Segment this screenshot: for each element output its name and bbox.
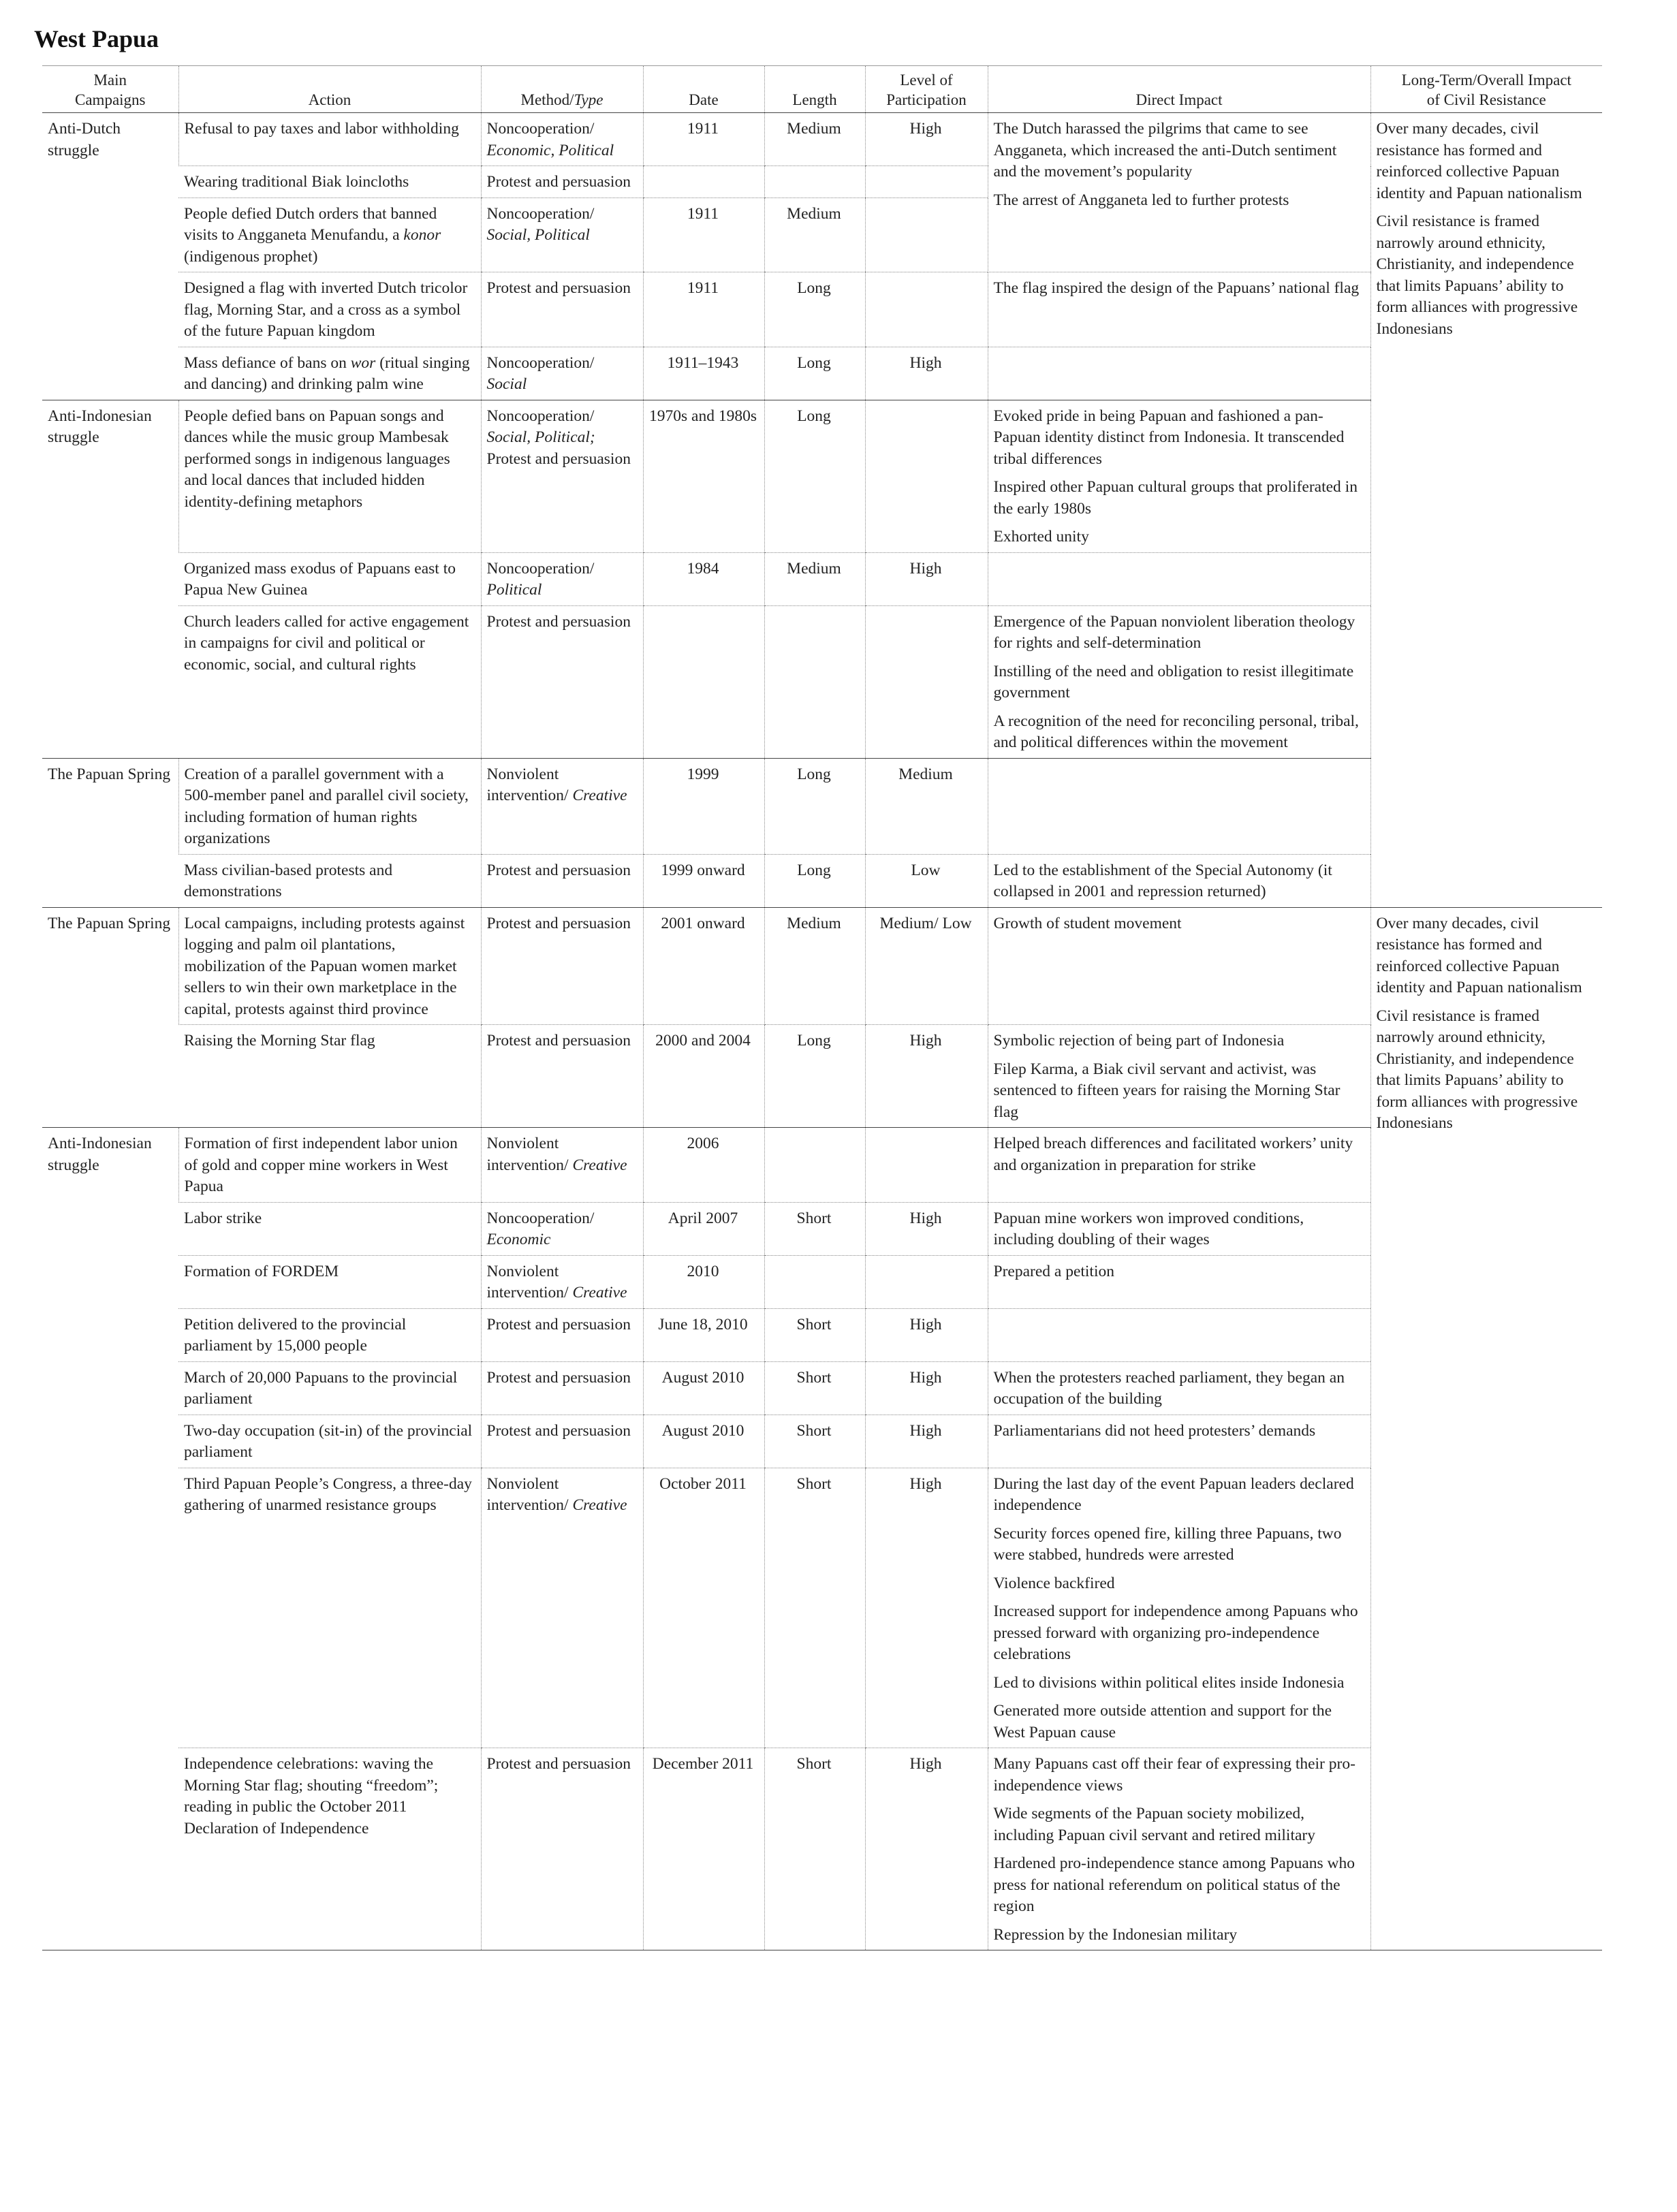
date-text: June 18, 2010 bbox=[658, 1315, 748, 1333]
method-text: Protest and persuasion bbox=[486, 279, 631, 297]
cell-campaign bbox=[42, 907, 178, 1128]
impact-item: Increased support for independence among Papuans who pressed forward with organizing pro-independence celebrations bbox=[993, 1602, 1358, 1663]
method-text: Protest and persuasion bbox=[486, 1421, 631, 1440]
impact-item: Hardened pro-independence stance among Papuans who press for national referendum on political status of the region bbox=[993, 1854, 1355, 1915]
cell-method bbox=[481, 552, 643, 605]
cell-date bbox=[643, 272, 764, 347]
table-row bbox=[42, 347, 1602, 400]
method-text: Protest and persuasion bbox=[486, 1755, 631, 1773]
method-text: Nonviolent intervention/ bbox=[486, 765, 569, 804]
cell-length bbox=[764, 605, 865, 758]
cell-length bbox=[764, 400, 865, 552]
date-text: 2001 onward bbox=[661, 914, 745, 932]
action-text: Church leaders called for active engagement in campaigns for civil and political or economic, social, and cultural rights bbox=[184, 612, 469, 674]
cell-campaign bbox=[42, 758, 178, 907]
cell-campaign bbox=[42, 400, 178, 758]
method-text: Protest and persuasion bbox=[486, 1368, 631, 1387]
cell-direct-impact bbox=[988, 907, 1370, 1025]
length-text: Long bbox=[797, 353, 831, 372]
method-type: Creative bbox=[572, 1156, 627, 1174]
method-type: Economic bbox=[486, 1231, 551, 1248]
cell-method bbox=[481, 400, 643, 552]
cell-method bbox=[481, 272, 643, 347]
cell-participation bbox=[865, 1415, 988, 1468]
cell-direct-impact bbox=[988, 1025, 1370, 1128]
method-text: Protest and persuasion bbox=[486, 173, 631, 191]
cell-campaign bbox=[42, 1128, 178, 1950]
cell-participation bbox=[865, 854, 988, 907]
impact-item: Evoked pride in being Papuan and fashioned a pan-Papuan identity distinct from Indonesia. It transcended tribal differences bbox=[993, 407, 1345, 468]
impact-item: Led to divisions within political elites inside Indonesia bbox=[993, 1673, 1345, 1692]
cell-date bbox=[643, 1308, 764, 1361]
cell-action bbox=[178, 1128, 481, 1203]
cell-long-term-impact bbox=[1370, 113, 1602, 908]
participation-text: Medium bbox=[898, 765, 953, 783]
impact-item: Wide segments of the Papuan society mobilized, including Papuan civil servant and retired military bbox=[993, 1805, 1315, 1844]
long-term-item: Civil resistance is framed narrowly around ethnicity, Christianity, and independence that limits Papuans’ ability to form alliances with progressive Indonesians bbox=[1376, 212, 1578, 338]
action-text: Third Papuan People’s Congress, a three-day gathering of unarmed resistance groups bbox=[184, 1474, 472, 1514]
length-text: Short bbox=[796, 1315, 832, 1333]
length-text: Medium bbox=[787, 204, 841, 223]
action-text: Labor strike bbox=[184, 1209, 262, 1227]
impact-item: Repression by the Indonesian military bbox=[993, 1925, 1238, 1944]
table-row bbox=[42, 1361, 1602, 1415]
action-text: Independence celebrations: waving the Morning Star flag; shouting “freedom”; reading in public the October 2011 Declaration of Independence bbox=[184, 1755, 439, 1837]
cell-date bbox=[643, 198, 764, 272]
cell-participation bbox=[865, 1308, 988, 1361]
cell-method bbox=[481, 605, 643, 758]
date-text: 1911 bbox=[687, 120, 719, 138]
date-text: 1911 bbox=[687, 204, 719, 223]
cell-date bbox=[643, 907, 764, 1025]
cell-method bbox=[481, 1202, 643, 1255]
cell-participation bbox=[865, 198, 988, 272]
cell-action bbox=[178, 1415, 481, 1468]
cell-action bbox=[178, 1748, 481, 1950]
cell-action bbox=[178, 758, 481, 854]
participation-text: High bbox=[909, 1209, 942, 1227]
cell-date bbox=[643, 1361, 764, 1415]
table-row bbox=[42, 1202, 1602, 1255]
length-text: Short bbox=[796, 1209, 832, 1227]
cell-method bbox=[481, 758, 643, 854]
table-row bbox=[42, 605, 1602, 758]
table-row bbox=[42, 1308, 1602, 1361]
cell-method bbox=[481, 1025, 643, 1128]
impact-item: Many Papuans cast off their fear of expressing their pro-independence views bbox=[993, 1755, 1355, 1795]
cell-length bbox=[764, 198, 865, 272]
campaign-name: The Papuan Spring bbox=[48, 914, 171, 932]
method-text: Noncooperation/ bbox=[486, 1209, 595, 1227]
date-text: August 2010 bbox=[661, 1368, 745, 1387]
date-text: August 2010 bbox=[661, 1421, 745, 1440]
participation-text: High bbox=[909, 353, 942, 372]
length-text: Short bbox=[796, 1474, 832, 1493]
impact-item: A recognition of the need for reconciling personal, tribal, and political differences within the movement bbox=[993, 712, 1359, 751]
cell-action bbox=[178, 854, 481, 907]
method-text: Protest and persuasion bbox=[486, 1032, 631, 1049]
participation-text: Medium/ Low bbox=[879, 914, 972, 932]
date-text: 1911–1943 bbox=[667, 353, 739, 372]
length-text: Long bbox=[797, 407, 831, 425]
date-text: December 2011 bbox=[652, 1755, 754, 1773]
table-row bbox=[42, 758, 1602, 854]
cell-length bbox=[764, 758, 865, 854]
resistance-table bbox=[42, 65, 1602, 1950]
impact-item: Instilling of the need and obligation to resist illegitimate government bbox=[993, 662, 1354, 701]
cell-participation bbox=[865, 1468, 988, 1748]
cell-method bbox=[481, 113, 643, 166]
cell-participation bbox=[865, 1361, 988, 1415]
impact-item: Emergence of the Papuan nonviolent liberation theology for rights and self-determination bbox=[993, 612, 1355, 652]
cell-long-term-impact bbox=[1370, 907, 1602, 1950]
cell-participation bbox=[865, 1255, 988, 1308]
cell-action bbox=[178, 1025, 481, 1128]
cell-action bbox=[178, 1308, 481, 1361]
cell-method bbox=[481, 347, 643, 400]
cell-date bbox=[643, 1202, 764, 1255]
table-row bbox=[42, 113, 1602, 166]
action-text: Organized mass exodus of Papuans east to Papua New Guinea bbox=[184, 559, 456, 599]
date-text: 2010 bbox=[687, 1262, 719, 1280]
cell-participation bbox=[865, 1128, 988, 1203]
action-text: Raising the Morning Star flag bbox=[184, 1032, 375, 1049]
date-text: 1999 onward bbox=[661, 861, 745, 879]
method-type: Social, Political bbox=[486, 226, 590, 244]
participation-text: High bbox=[909, 1421, 942, 1440]
cell-direct-impact bbox=[988, 1748, 1370, 1950]
cell-method bbox=[481, 1255, 643, 1308]
date-text: April 2007 bbox=[668, 1209, 738, 1227]
impact-item: Violence backfired bbox=[993, 1574, 1115, 1592]
impact-item: Filep Karma, a Biak civil servant and activist, was sentenced to fifteen years for raising the Morning Star flag bbox=[993, 1060, 1341, 1121]
cell-method bbox=[481, 198, 643, 272]
date-text: 1970s and 1980s bbox=[649, 407, 757, 425]
length-text: Long bbox=[797, 279, 831, 297]
method-text: Nonviolent intervention/ bbox=[486, 1135, 569, 1174]
cell-action bbox=[178, 166, 481, 198]
action-text: Designed a flag with inverted Dutch tricolor flag, Morning Star, and a cross as a symbol of the future Papuan kingdom bbox=[184, 279, 468, 340]
length-text: Short bbox=[796, 1755, 832, 1773]
long-term-item: Over many decades, civil resistance has formed and reinforced collective Papuan identity and Papuan nationalism bbox=[1376, 120, 1582, 202]
cell-participation bbox=[865, 758, 988, 854]
cell-date bbox=[643, 758, 764, 854]
date-text: 2000 and 2004 bbox=[655, 1032, 751, 1049]
method-text: Noncooperation/ bbox=[486, 407, 595, 425]
cell-method bbox=[481, 1748, 643, 1950]
cell-action bbox=[178, 1202, 481, 1255]
cell-date bbox=[643, 854, 764, 907]
action-text: Wearing traditional Biak loincloths bbox=[184, 173, 409, 191]
participation-text: High bbox=[909, 1755, 942, 1773]
campaign-name: The Papuan Spring bbox=[48, 765, 171, 783]
action-text: Formation of FORDEM bbox=[184, 1262, 339, 1280]
cell-direct-impact bbox=[988, 1202, 1370, 1255]
table-row bbox=[42, 1128, 1602, 1203]
method-text: Noncooperation/ bbox=[486, 120, 595, 138]
participation-text: High bbox=[909, 1474, 942, 1493]
italic-term: konor bbox=[403, 226, 441, 244]
impact-item: Security forces opened fire, killing three Papuans, two were stabbed, hundreds were arrested bbox=[993, 1524, 1342, 1564]
cell-method bbox=[481, 1361, 643, 1415]
action-text: Refusal to pay taxes and labor withholding bbox=[184, 120, 459, 138]
table-row bbox=[42, 552, 1602, 605]
cell-method bbox=[481, 1468, 643, 1748]
cell-campaign bbox=[42, 113, 178, 400]
method-text: Noncooperation/ bbox=[486, 559, 595, 578]
cell-method bbox=[481, 1308, 643, 1361]
cell-method bbox=[481, 1415, 643, 1468]
cell-date bbox=[643, 1128, 764, 1203]
cell-length bbox=[764, 272, 865, 347]
cell-direct-impact bbox=[988, 1361, 1370, 1415]
campaign-name: Anti-Indonesian struggle bbox=[48, 407, 152, 446]
date-text: 1984 bbox=[687, 559, 719, 578]
participation-text: High bbox=[909, 120, 942, 138]
method-text: Nonviolent intervention/ bbox=[486, 1474, 569, 1514]
cell-direct-impact bbox=[988, 552, 1370, 605]
header-date: Date bbox=[643, 66, 764, 113]
participation-text: High bbox=[909, 559, 942, 578]
cell-participation bbox=[865, 605, 988, 758]
table-row bbox=[42, 400, 1602, 552]
cell-participation bbox=[865, 272, 988, 347]
table-row bbox=[42, 272, 1602, 347]
cell-direct-impact bbox=[988, 1128, 1370, 1203]
action-text: Mass civilian-based protests and demonstrations bbox=[184, 861, 393, 900]
cell-direct-impact bbox=[988, 854, 1370, 907]
cell-direct-impact bbox=[988, 272, 1370, 347]
impact-item: Prepared a petition bbox=[993, 1262, 1114, 1280]
cell-length bbox=[764, 113, 865, 166]
cell-direct-impact bbox=[988, 1308, 1370, 1361]
participation-text: High bbox=[909, 1368, 942, 1387]
cell-length bbox=[764, 907, 865, 1025]
header-direct-impact: Direct Impact bbox=[988, 66, 1370, 113]
impact-item: Led to the establishment of the Special Autonomy (it collapsed in 2001 and repression returned) bbox=[993, 861, 1332, 900]
date-text: 1911 bbox=[687, 279, 719, 297]
action-text: Local campaigns, including protests against logging and palm oil plantations, mobilization of the Papuan women market sellers to win their own marketplace in the capital, protests against third province bbox=[184, 914, 465, 1018]
cell-method bbox=[481, 166, 643, 198]
impact-item: The Dutch harassed the pilgrims that came to see Angganeta, which increased the anti-Dutch sentiment and the movement’s popularity bbox=[993, 120, 1337, 180]
cell-participation bbox=[865, 1202, 988, 1255]
cell-date bbox=[643, 1415, 764, 1468]
cell-direct-impact bbox=[988, 347, 1370, 400]
cell-date bbox=[643, 1255, 764, 1308]
cell-date bbox=[643, 552, 764, 605]
cell-date bbox=[643, 113, 764, 166]
campaign-name: Anti-Dutch struggle bbox=[48, 120, 121, 159]
header-level-of-participation: Level of Participation bbox=[865, 66, 988, 113]
cell-date bbox=[643, 1468, 764, 1748]
cell-action: People defied Dutch orders that banned visits to Angganeta Menufandu, a konor (indigenous prophet) bbox=[178, 198, 481, 272]
cell-method bbox=[481, 1128, 643, 1203]
cell-participation bbox=[865, 1748, 988, 1950]
italic-term: wor bbox=[350, 353, 376, 372]
method-type: Creative bbox=[572, 1284, 627, 1301]
cell-length bbox=[764, 1308, 865, 1361]
header-row bbox=[42, 66, 1602, 113]
method-type: Social bbox=[486, 375, 527, 393]
cell-participation bbox=[865, 552, 988, 605]
cell-length bbox=[764, 1255, 865, 1308]
cell-direct-impact bbox=[988, 400, 1370, 552]
date-text: 2006 bbox=[687, 1135, 719, 1152]
impact-item: The arrest of Angganeta led to further protests bbox=[993, 191, 1289, 209]
cell-length bbox=[764, 854, 865, 907]
method-text: Protest and persuasion bbox=[486, 914, 631, 932]
cell-length bbox=[764, 1748, 865, 1950]
cell-date bbox=[643, 400, 764, 552]
date-text: October 2011 bbox=[659, 1474, 747, 1493]
length-text: Long bbox=[797, 861, 831, 879]
impact-item: Exhorted unity bbox=[993, 528, 1089, 546]
impact-item: Parliamentarians did not heed protesters’ demands bbox=[993, 1421, 1316, 1440]
cell-length bbox=[764, 347, 865, 400]
action-text: Creation of a parallel government with a 500-member panel and parallel civil society, including formation of human rights organizations bbox=[184, 765, 469, 847]
table-row bbox=[42, 1025, 1602, 1128]
table-row bbox=[42, 1748, 1602, 1950]
impact-item: Inspired other Papuan cultural groups that proliferated in the early 1980s bbox=[993, 478, 1358, 518]
method-type: Political bbox=[486, 581, 542, 599]
impact-item: Growth of student movement bbox=[993, 914, 1182, 932]
cell-action bbox=[178, 907, 481, 1025]
length-text: Long bbox=[797, 1032, 831, 1049]
cell-direct-impact bbox=[988, 1255, 1370, 1308]
length-text: Medium bbox=[787, 120, 841, 138]
table-row bbox=[42, 907, 1602, 1025]
cell-date bbox=[643, 605, 764, 758]
cell-length bbox=[764, 552, 865, 605]
action-text: March of 20,000 Papuans to the provincial parliament bbox=[184, 1368, 458, 1408]
cell-participation bbox=[865, 1025, 988, 1128]
method-text: Noncooperation/ bbox=[486, 204, 595, 223]
action-text: Petition delivered to the provincial parliament by 15,000 people bbox=[184, 1315, 407, 1355]
length-text: Short bbox=[796, 1368, 832, 1387]
cell-action bbox=[178, 1468, 481, 1748]
header-long-term-impact: Long-Term/Overall Impact of Civil Resistance bbox=[1370, 66, 1602, 113]
participation-text: Low bbox=[911, 861, 941, 879]
length-text: Long bbox=[797, 765, 831, 783]
cell-direct-impact bbox=[988, 1415, 1370, 1468]
method-text: Noncooperation/ bbox=[486, 353, 595, 372]
cell-direct-impact bbox=[988, 113, 1370, 272]
cell-action bbox=[178, 272, 481, 347]
participation-text: High bbox=[909, 1032, 942, 1049]
cell-date bbox=[643, 1025, 764, 1128]
page-title: West Papua bbox=[34, 25, 159, 52]
cell-participation bbox=[865, 166, 988, 198]
method-text: Protest and persuasion bbox=[486, 612, 631, 631]
cell-date bbox=[643, 1748, 764, 1950]
cell-method bbox=[481, 907, 643, 1025]
method-type: Creative bbox=[572, 787, 627, 804]
header-method: Method/Type bbox=[481, 66, 643, 113]
cell-length bbox=[764, 166, 865, 198]
impact-item: Generated more outside attention and support for the West Papuan cause bbox=[993, 1702, 1332, 1741]
cell-length bbox=[764, 1415, 865, 1468]
action-text: Two-day occupation (sit-in) of the provincial parliament bbox=[184, 1421, 473, 1461]
action-text: Formation of first independent labor union of gold and copper mine workers in West Papua bbox=[184, 1135, 458, 1195]
cell-participation bbox=[865, 400, 988, 552]
method-type: Social, Political; bbox=[486, 428, 595, 446]
impact-item: Helped breach differences and facilitated workers’ unity and organization in preparation for strike bbox=[993, 1135, 1353, 1174]
cell-action bbox=[178, 113, 481, 166]
cell-length bbox=[764, 1202, 865, 1255]
cell-action bbox=[178, 1361, 481, 1415]
date-text: 1999 bbox=[687, 765, 719, 783]
long-term-item: Civil resistance is framed narrowly around ethnicity, Christianity, and independence that limits Papuans’ ability to form alliances with progressive Indonesians bbox=[1376, 1007, 1578, 1132]
cell-direct-impact bbox=[988, 758, 1370, 854]
method-type: Creative bbox=[572, 1496, 627, 1514]
header-main-campaigns: Main Campaigns bbox=[42, 66, 178, 113]
length-text: Medium bbox=[787, 914, 841, 932]
impact-item: Papuan mine workers won improved conditions, including doubling of their wages bbox=[993, 1209, 1304, 1248]
header-action: Action bbox=[178, 66, 481, 113]
cell-direct-impact bbox=[988, 1468, 1370, 1748]
cell-action bbox=[178, 552, 481, 605]
campaign-name: Anti-Indonesian struggle bbox=[48, 1135, 152, 1174]
impact-item: When the protesters reached parliament, they began an occupation of the building bbox=[993, 1368, 1345, 1408]
cell-participation bbox=[865, 113, 988, 166]
cell-action: Mass defiance of bans on wor (ritual singing and dancing) and drinking palm wine bbox=[178, 347, 481, 400]
cell-method bbox=[481, 854, 643, 907]
header-length: Length bbox=[764, 66, 865, 113]
impact-item: During the last day of the event Papuan leaders declared independence bbox=[993, 1474, 1354, 1514]
cell-action bbox=[178, 605, 481, 758]
cell-direct-impact bbox=[988, 605, 1370, 758]
impact-item: The flag inspired the design of the Papuans’ national flag bbox=[993, 279, 1360, 297]
participation-text: High bbox=[909, 1315, 942, 1333]
table-row bbox=[42, 1255, 1602, 1308]
cell-action bbox=[178, 400, 481, 552]
table-row bbox=[42, 1468, 1602, 1748]
length-text: Medium bbox=[787, 559, 841, 578]
method-type: Economic, Political bbox=[486, 141, 614, 159]
method-text-extra: Protest and persuasion bbox=[486, 449, 631, 468]
method-text: Protest and persuasion bbox=[486, 861, 631, 879]
cell-date bbox=[643, 347, 764, 400]
cell-length bbox=[764, 1025, 865, 1128]
cell-length bbox=[764, 1361, 865, 1415]
table-row bbox=[42, 854, 1602, 907]
method-text: Nonviolent intervention/ bbox=[486, 1262, 569, 1301]
action-text: People defied bans on Papuan songs and dances while the music group Mambesak performed songs in indigenous languages and local dances that included hidden identity-defining metaphors bbox=[184, 407, 450, 511]
impact-item: Symbolic rejection of being part of Indonesia bbox=[993, 1032, 1285, 1049]
table-row bbox=[42, 1415, 1602, 1468]
cell-action bbox=[178, 1255, 481, 1308]
length-text: Short bbox=[796, 1421, 832, 1440]
cell-length bbox=[764, 1468, 865, 1748]
cell-participation bbox=[865, 347, 988, 400]
cell-date bbox=[643, 166, 764, 198]
cell-participation bbox=[865, 907, 988, 1025]
cell-length bbox=[764, 1128, 865, 1203]
long-term-item: Over many decades, civil resistance has formed and reinforced collective Papuan identity and Papuan nationalism bbox=[1376, 914, 1582, 996]
method-text: Protest and persuasion bbox=[486, 1315, 631, 1333]
